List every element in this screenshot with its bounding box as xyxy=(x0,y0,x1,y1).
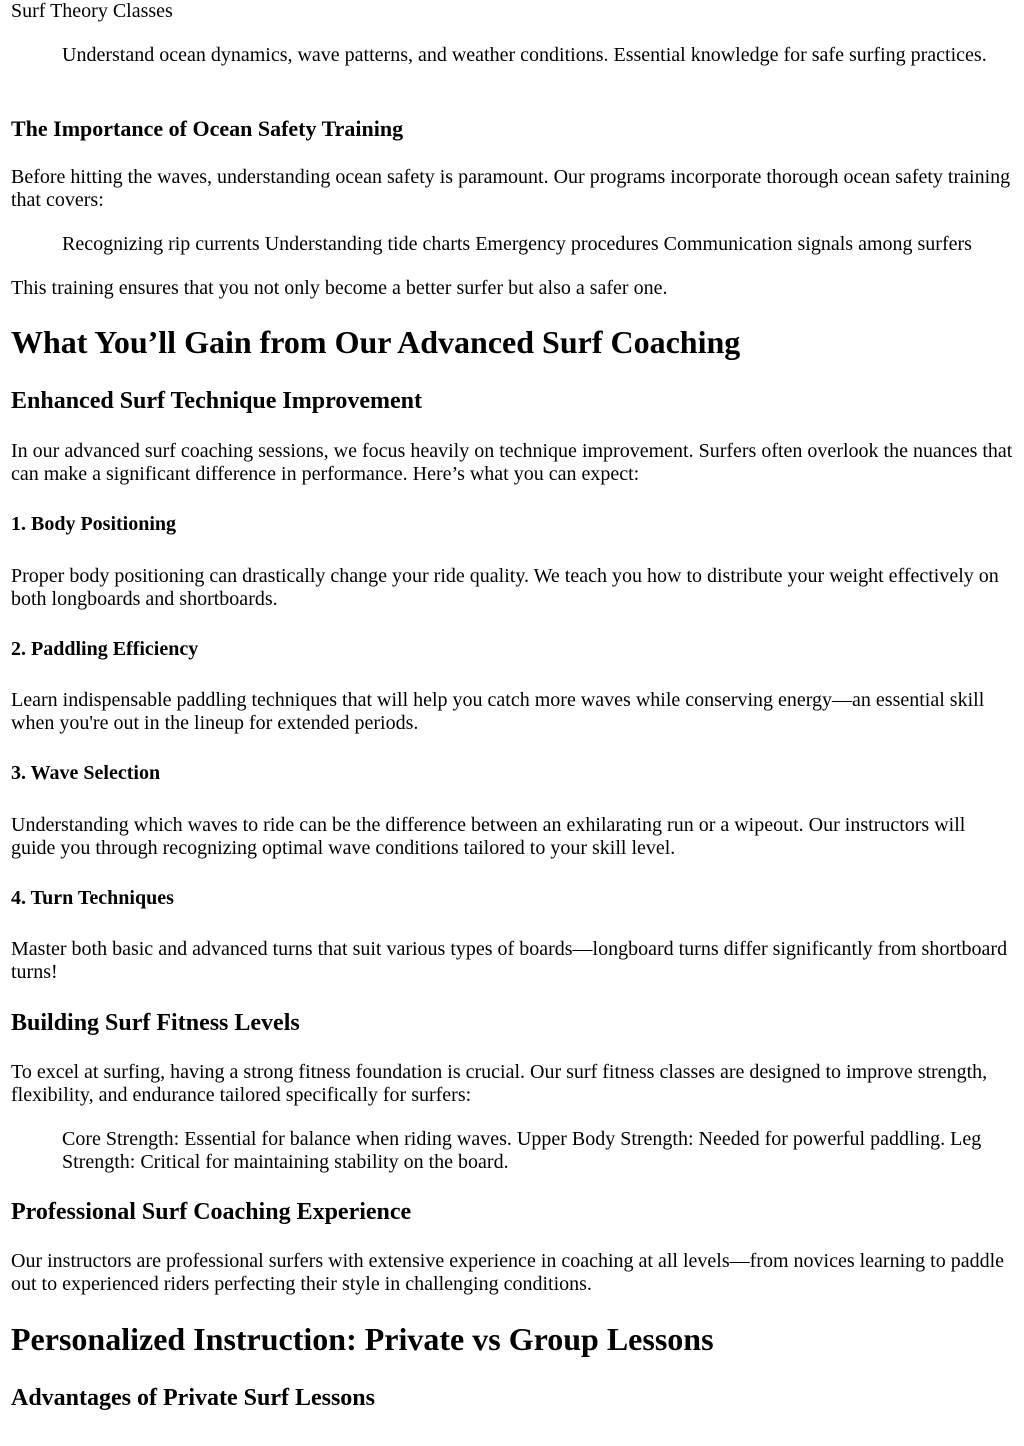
private-lessons-heading: Advantages of Private Surf Lessons xyxy=(11,1385,375,1411)
surf-theory-description: Understand ocean dynamics, wave patterns, and weather conditions. Essential knowledge for safe surfing practices. xyxy=(62,44,987,66)
body-positioning-heading: 1. Body Positioning xyxy=(11,513,177,535)
body-positioning-text: Proper body positioning can drastically change your ride quality. We teach you how to distribute your weight effectively on both longboards and shortboards. xyxy=(11,565,999,610)
fitness-list: Core Strength: Essential for balance when riding waves. Upper Body Strength: Needed for powerful paddling. Leg Strength: Critical for maintaining stability on the board. xyxy=(62,1128,982,1173)
ocean-safety-intro: Before hitting the waves, understanding ocean safety is paramount. Our programs incorporate thorough ocean safety training that covers: xyxy=(11,166,1011,211)
technique-heading: Enhanced Surf Technique Improvement xyxy=(11,388,422,414)
wave-selection-text: Understanding which waves to ride can be the difference between an exhilarating run or a wipeout. Our instructors will guide you through recognizing optimal wave conditions tailored to your skill level. xyxy=(11,814,966,859)
technique-intro: In our advanced surf coaching sessions, we focus heavily on technique improvement. Surfers often overlook the nuances that can make a significant difference in performance. Here’s what you can expect: xyxy=(11,440,1013,485)
professional-text: Our instructors are professional surfers with extensive experience in coaching at all levels—from novices learning to paddle out to experienced riders perfecting their style in challenging conditions. xyxy=(11,1250,1004,1295)
fitness-heading: Building Surf Fitness Levels xyxy=(11,1010,300,1036)
ocean-safety-outro: This training ensures that you not only become a better surfer but also a safer one. xyxy=(11,277,668,299)
surf-theory-title: Surf Theory Classes xyxy=(11,0,173,22)
personalized-heading: Personalized Instruction: Private vs Group Lessons xyxy=(11,1321,714,1357)
ocean-safety-heading: The Importance of Ocean Safety Training xyxy=(11,116,404,141)
fitness-intro: To excel at surfing, having a strong fitness foundation is crucial. Our surf fitness classes are designed to improve strength, flexibility, and endurance tailored specifically for surfers: xyxy=(11,1061,988,1106)
turn-techniques-text: Master both basic and advanced turns that suit various types of boards—longboard turns differ significantly from shortboard turns! xyxy=(11,938,1008,983)
ocean-safety-list: Recognizing rip currents Understanding tide charts Emergency procedures Communication signals among surfers xyxy=(62,233,972,255)
professional-heading: Professional Surf Coaching Experience xyxy=(11,1199,412,1225)
turn-techniques-heading: 4. Turn Techniques xyxy=(11,887,174,909)
wave-selection-heading: 3. Wave Selection xyxy=(11,762,161,784)
paddling-efficiency-heading: 2. Paddling Efficiency xyxy=(11,638,199,660)
paddling-efficiency-text: Learn indispensable paddling techniques that will help you catch more waves while conserving energy—an essential skill when you're out in the lineup for extended periods. xyxy=(11,689,985,734)
gain-heading: What You’ll Gain from Our Advanced Surf Coaching xyxy=(11,324,741,360)
